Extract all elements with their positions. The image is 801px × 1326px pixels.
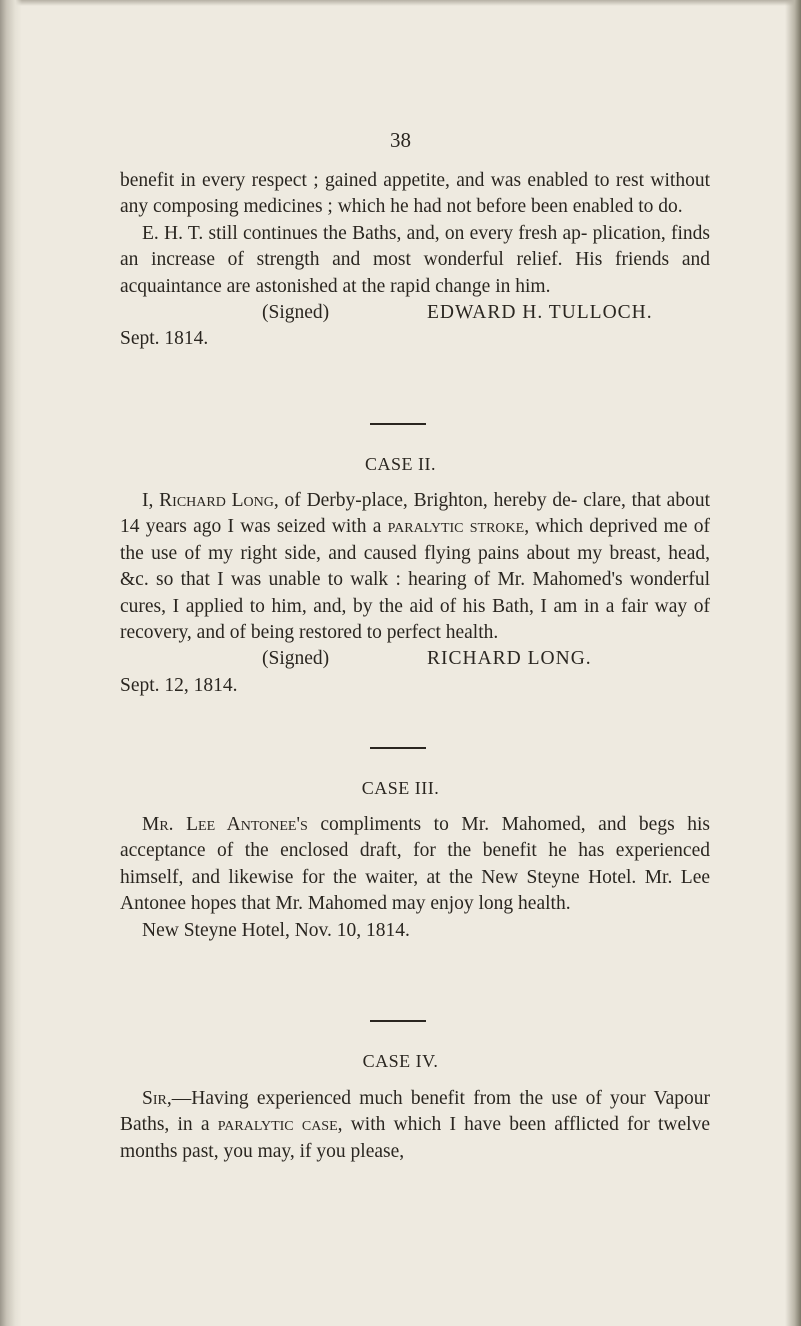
case-2-text-b: , which deprived me of the use of my right side, and caused flying pains about my breast, head, &c. so that I was unable to walk : hearing of Mr. Mahomed's wonderful cures, I applied to him, and, by the aid of his Bath, I am in a fair way of recovery, and of being restored to perfect health. (120, 516, 710, 644)
case-3-name: Mr. Lee Antonee's (142, 814, 308, 835)
section-divider (370, 1020, 426, 1022)
case-3-text: compliments to Mr. Mahomed, and begs his acceptance of the enclosed draft, for the benefit he has experienced himself, and likewise for the waiter, at the New Steyne Hotel. Mr. Lee Antonee hopes that Mr. Mahomed may enjoy long health. (120, 814, 710, 915)
case-4-text-a: ,—Having experienced much benefit from the use of your Vapour Baths, in a (120, 1088, 710, 1136)
case-3-title: CASE III. (361, 778, 440, 798)
intro-date: Sept. 1814. (120, 328, 209, 350)
case-4-section (120, 1086, 710, 1165)
section-divider (370, 747, 426, 749)
case-2-stroke: paralytic stroke (387, 516, 525, 538)
signatory-name: EDWARD H. TULLOCH. (427, 302, 653, 324)
case-2-title: CASE II. (365, 454, 436, 474)
case-2-paragraph (120, 488, 710, 646)
signed-label: (Signed) (262, 648, 330, 670)
book-gutter-shadow (0, 0, 22, 1326)
case-2-text-a: , of Derby-place, Brighton, hereby de- clare, that about 14 years ago I was seized with a (120, 490, 710, 538)
case-2-date: Sept. 12, 1814. (120, 674, 238, 696)
case-2-name: Richard Long (159, 490, 274, 511)
case-4-text-b: , with which I have been afflicted for twelve months past, you may, if you please, (120, 1114, 710, 1162)
intro-section (120, 168, 710, 353)
case-2-pronoun: I, (142, 490, 160, 511)
page-edge-top (0, 0, 801, 6)
page-number: 38 (390, 128, 411, 152)
intro-paragraph-1: benefit in every respect ; gained appetite, and was enabled to rest without any composing medicines ; which he had not before been enabled to do. (120, 170, 710, 218)
case-2-signature (120, 646, 710, 672)
signatory-name: RICHARD LONG. (427, 648, 592, 670)
case-4-case: paralytic case (217, 1114, 338, 1136)
case-3-place-date: New Steyne Hotel, Nov. 10, 1814. (142, 919, 410, 941)
intro-paragraph-2: E. H. T. still continues the Baths, and, on every fresh ap- plication, finds an increase of strength and most wonderful relief. His friends and acquaintance are astonished at the rapid change in him. (120, 222, 710, 297)
case-4-paragraph (120, 1086, 710, 1165)
signed-label: (Signed) (262, 302, 330, 324)
case-4-title: CASE IV. (362, 1051, 439, 1071)
intro-signature (120, 300, 710, 326)
page-edge-right (785, 0, 801, 1326)
case-3-section (120, 812, 710, 944)
section-divider (370, 423, 426, 425)
case-2-section (120, 488, 710, 699)
case-3-paragraph (120, 812, 710, 918)
case-4-salutation: Sir (142, 1088, 167, 1109)
